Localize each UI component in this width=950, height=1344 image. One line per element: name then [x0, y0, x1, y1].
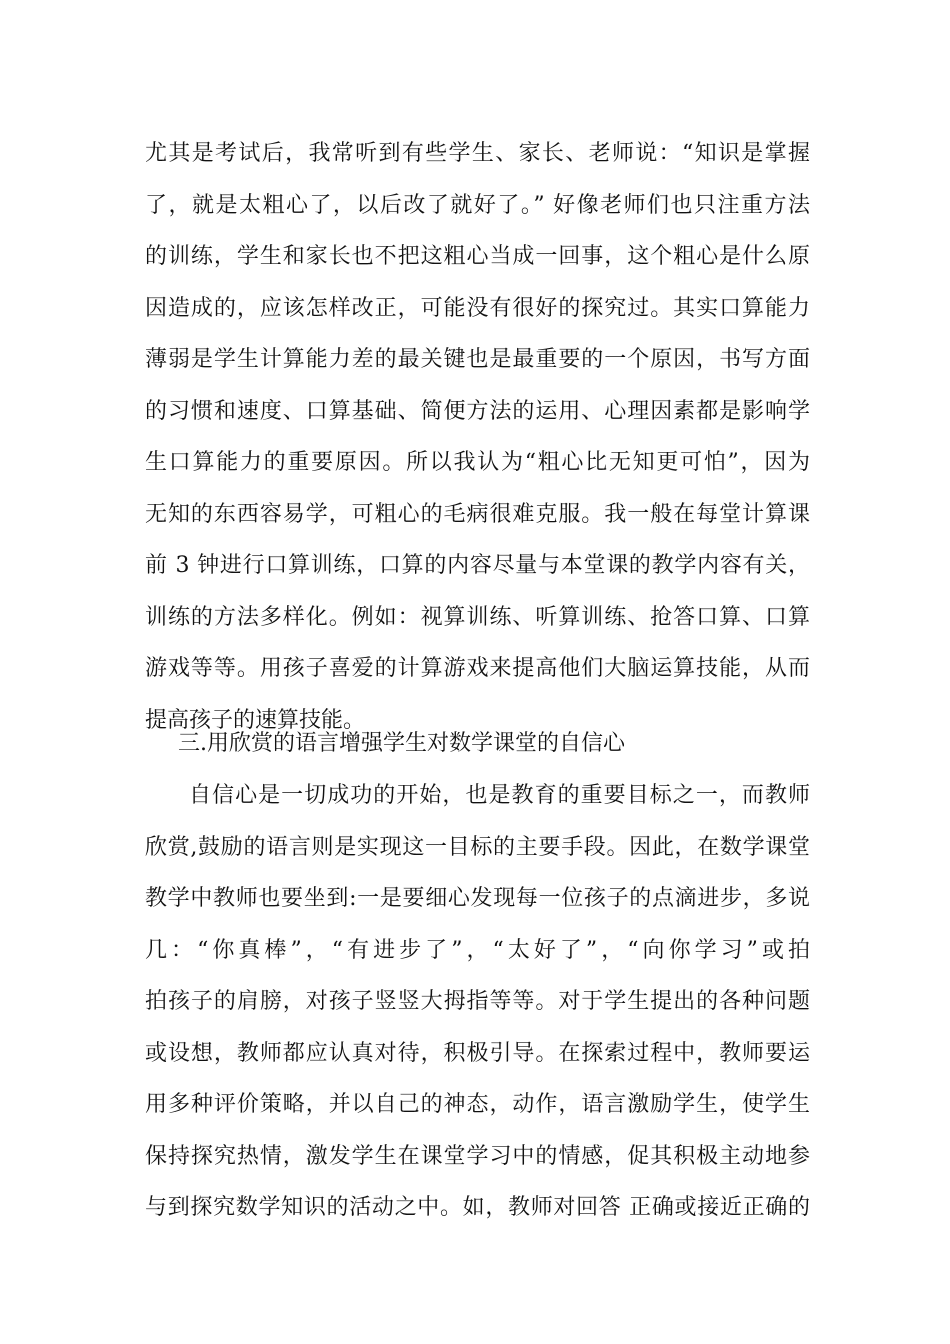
text-line: 薄弱是学生计算能力差的最关键也是最重要的一个原因，书写方面 [145, 347, 810, 372]
text-line: 无知的东西容易学，可粗心的毛病很难克服。我一般在每堂计算课 [145, 501, 810, 527]
section-heading-text: 三.用欣赏的语言增强学生对数学课堂的自信心 [178, 731, 625, 756]
text-line: 自信心是一切成功的开始，也是教育的重要目标之一，而教师 [189, 783, 810, 808]
text-line: 了，就是太粗心了，以后改了就好了。” 好像老师们也只注重方法 [145, 192, 810, 218]
text-line: 的习惯和速度、口算基础、简便方法的运用、心理因素都是影响学 [145, 398, 810, 424]
text-line: 的训练，学生和家长也不把这粗心当成一回事，这个粗心是什么原 [145, 244, 810, 269]
paragraph-oral-calculation [145, 128, 810, 746]
paragraph-appreciation-language [145, 770, 810, 1234]
text-line: 因造成的，应该怎样改正，可能没有很好的探究过。其实口算能力 [145, 295, 810, 321]
section-heading [178, 718, 843, 770]
text-line: 拍孩子的肩膀，对孩子竖竖大拇指等等。对于学生提出的各种问题 [145, 989, 810, 1014]
text-line: 几：“你真棒”，“有进步了”，“太好了”，“向你学习”或拍 [145, 937, 810, 963]
text-line: 前 3 钟进行口算训练，口算的内容尽量与本堂课的教学内容有关， [145, 553, 810, 578]
text-line: 保持探究热情，激发学生在课堂学习中的情感，促其积极主动地参 [145, 1143, 810, 1169]
text-line: 游戏等等。用孩子喜爱的计算游戏来提高他们大脑运算技能，从而 [145, 656, 810, 681]
text-line: 与到探究数学知识的活动之中。如，教师对回答 正确或接近正确的 [145, 1195, 810, 1220]
text-line: 训练的方法多样化。例如：视算训练、听算训练、抢答口算、口算 [145, 604, 810, 630]
text-line: 欣赏,鼓励的语言则是实现这一目标的主要手段。因此，在数学课堂 [145, 834, 810, 860]
text-line: 用多种评价策略，并以自己的神态，动作，语言激励学生，使学生 [145, 1092, 810, 1117]
text-line: 提高孩子的速算技能。 [145, 707, 366, 733]
text-line: 或设想，教师都应认真对待，积极引导。在探索过程中，教师要运 [145, 1040, 810, 1066]
text-line: 生口算能力的重要原因。所以我认为“粗心比无知更可怕”，因为 [145, 450, 810, 475]
text-line: 尤其是考试后，我常听到有些学生、家长、老师说：“知识是掌握 [145, 141, 810, 166]
text-line: 教学中教师也要坐到:一是要细心发现每一位孩子的点滴进步，多说 [145, 886, 810, 911]
